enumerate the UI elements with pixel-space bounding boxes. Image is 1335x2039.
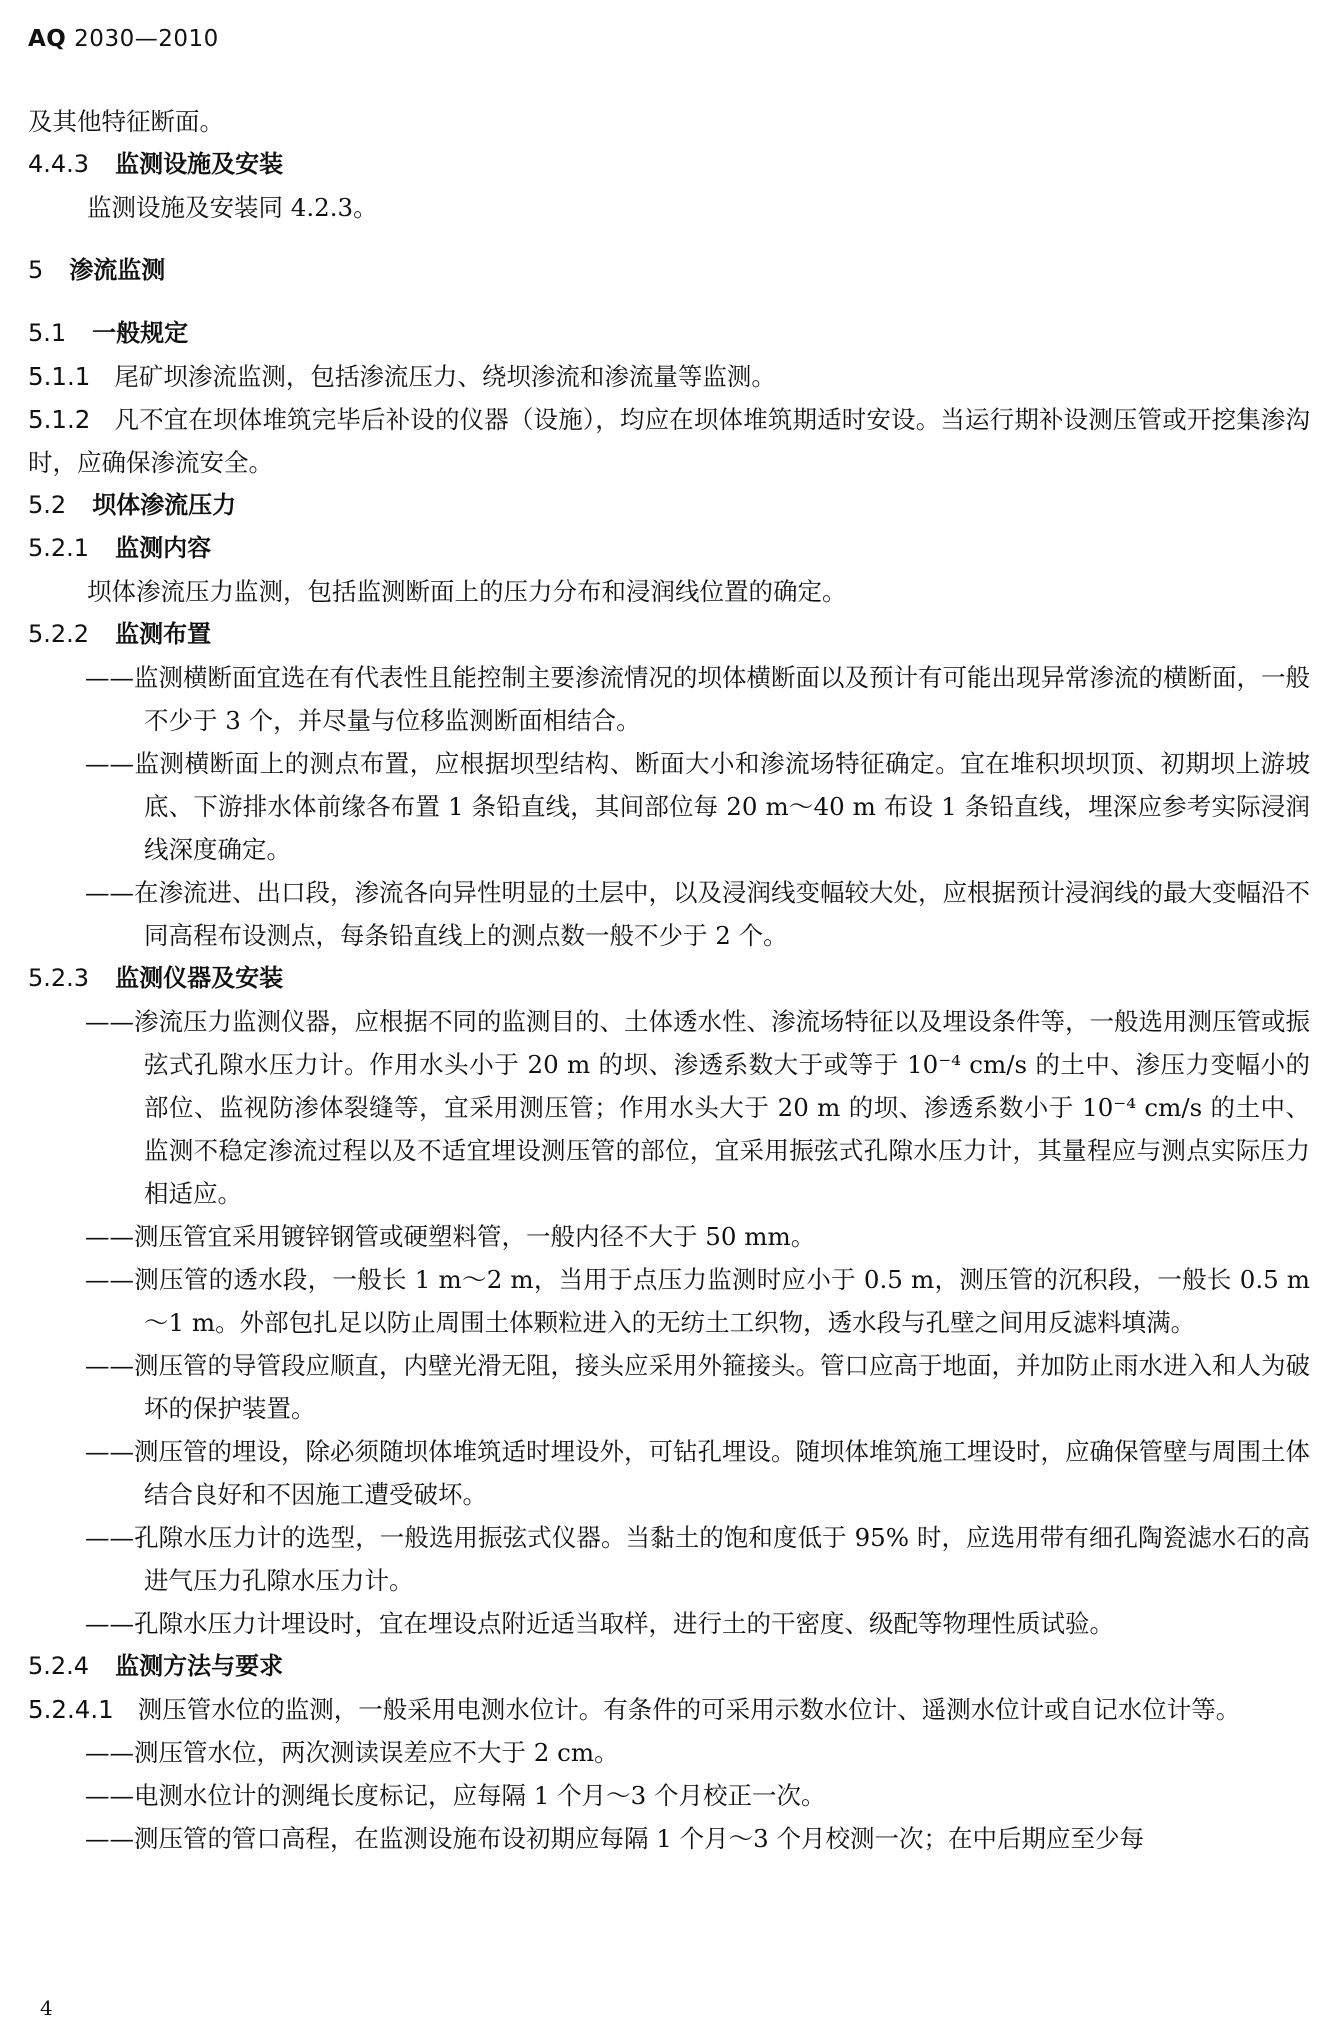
dash-list-item: ——测压管水位，两次测读误差应不大于 2 cm。 [85,1738,619,1767]
heading-text: 监测仪器及安装 [115,964,284,992]
dash-list-item: ——监测横断面上的测点布置，应根据坝型结构、断面大小和渗流场特征确定。宜在堆积坝坝顶、初期坝上游坡底、下游排水体前缘各布置 1 条铅直线，其间部位每 20 m～40 m 布设 1 条铅直线，埋深应参考实际浸润线深度确定。 [85,749,1310,864]
standard-prefix: AQ [28,26,67,52]
heading-text: 渗流监测 [69,256,166,284]
body-paragraph: 监测设施及安装同 4.2.3。 [87,193,378,222]
clause-text: 凡不宜在坝体堆筑完毕后补设的仪器（设施），均应在坝体堆筑期适时安设。当运行期补设测压管或开挖集渗沟时，应确保渗流安全。 [28,405,1310,477]
clause-text: 尾矿坝渗流监测，包括渗流压力、绕坝渗流和渗流量等监测。 [114,362,776,391]
document-body [28,100,1310,1860]
section-heading [28,312,1310,355]
dash-list-item: ——测压管的导管段应顺直，内壁光滑无阻，接头应采用外箍接头。管口应高于地面，并加防止雨水进入和人为破坏的保护装置。 [85,1351,1310,1423]
heading-text: 坝体渗流压力 [92,491,237,519]
clause-text: 测压管水位的监测，一般采用电测水位计。有条件的可采用示数水位计、遥测水位计或自记水位计等。 [137,1695,1241,1724]
dash-list-item: ——在渗流进、出口段，渗流各向异性明显的土层中，以及浸润线变幅较大处，应根据预计浸润线的最大变幅沿不同高程布设测点，每条铅直线上的测点数一般不少于 2 个。 [85,878,1310,950]
clause-number: 5 [28,256,44,284]
dash-list-item: ——渗流压力监测仪器，应根据不同的监测目的、土体透水性、渗流场特征以及埋设条件等，一般选用测压管或振弦式孔隙水压力计。作用水头小于 20 m 的坝、渗透系数大于或等于 10⁻⁴ cm/s 的土中、渗压力变幅小的部位、监视防渗体裂缝等，宜采用测压管；作用水头大于 20 m 的坝、渗透系数小于 10⁻⁴ cm/s 的土中、监测不稳定渗流过程以及不适宜埋设测压管的部位，宜采用振弦式孔隙水压力计，其量程应与测点实际压力相适应。 [85,1007,1310,1208]
section-heading [28,1645,1310,1688]
dash-list-item: ——监测横断面宜选在有代表性且能控制主要渗流情况的坝体横断面以及预计有可能出现异常渗流的横断面，一般不少于 3 个，并尽量与位移监测断面相结合。 [85,663,1310,735]
page-number: 4 [40,1996,53,2020]
section-heading [28,613,1310,656]
section-heading [28,957,1310,1000]
heading-text: 监测设施及安装 [115,150,284,178]
clause-number: 5.2.2 [28,620,90,648]
dash-list-item: ——孔隙水压力计埋设时，宜在埋设点附近适当取样，进行土的干密度、级配等物理性质试验。 [85,1609,1114,1638]
body-paragraph: 坝体渗流压力监测，包括监测断面上的压力分布和浸润线位置的确定。 [87,577,847,606]
dash-list-item: ——电测水位计的测绳长度标记，应每隔 1 个月～3 个月校正一次。 [85,1781,826,1810]
heading-text: 监测内容 [115,534,212,562]
standard-code: 2030—2010 [74,26,219,52]
clause-number: 4.4.3 [28,150,90,178]
section-heading [28,143,1310,186]
clause-paragraph [28,355,1310,398]
clause-number: 5.1 [28,319,67,347]
dash-list-item: ——测压管的埋设，除必须随坝体堆筑适时埋设外，可钻孔埋设。随坝体堆筑施工埋设时，应确保管壁与周围土体结合良好和不因施工遭受破坏。 [85,1437,1310,1509]
clause-number: 5.1.1 [28,362,91,391]
standard-header [28,26,219,52]
clause-number: 5.2.3 [28,964,90,992]
dash-list-item: ——测压管的管口高程，在监测设施布设初期应每隔 1 个月～3 个月校测一次；在中后期应至少每 [85,1824,1145,1853]
dash-list-item: ——测压管宜采用镀锌钢管或硬塑料管，一般内径不大于 50 mm。 [85,1222,816,1251]
heading-text: 监测方法与要求 [115,1652,284,1680]
clause-paragraph [28,1688,1310,1731]
section-heading [28,484,1310,527]
body-paragraph: 及其他特征断面。 [28,107,224,136]
section-heading [28,527,1310,570]
clause-number: 5.2 [28,491,67,519]
dash-list-item: ——孔隙水压力计的选型，一般选用振弦式仪器。当黏土的饱和度低于 95% 时，应选用带有细孔陶瓷滤水石的高进气压力孔隙水压力计。 [85,1523,1310,1595]
heading-text: 一般规定 [92,319,189,347]
dash-list-item: ——测压管的透水段，一般长 1 m～2 m，当用于点压力监测时应小于 0.5 m，测压管的沉积段，一般长 0.5 m～1 m。外部包扎足以防止周围土体颗粒进入的无纺土工织物，透水段与孔壁之间用反滤料填满。 [85,1265,1310,1337]
clause-number: 5.2.1 [28,534,90,562]
section-spacer [28,229,1310,249]
clause-number: 5.1.2 [28,405,91,434]
clause-paragraph [28,398,1310,484]
section-spacer [28,292,1310,312]
section-heading [28,249,1310,292]
clause-number: 5.2.4.1 [28,1695,114,1724]
heading-text: 监测布置 [115,620,212,648]
clause-number: 5.2.4 [28,1652,90,1680]
